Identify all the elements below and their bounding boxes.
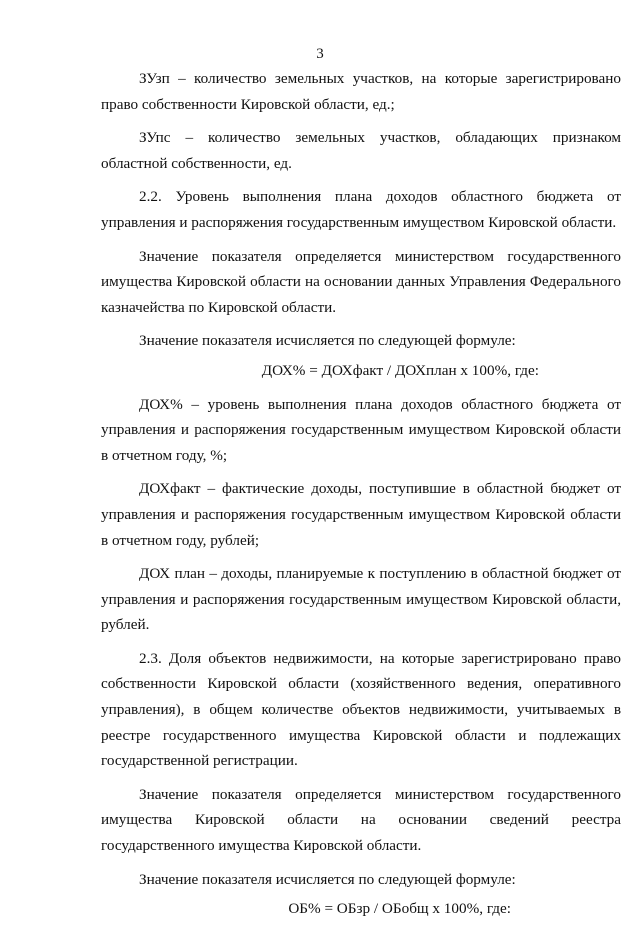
section-2-2-heading: 2.2. Уровень выполнения плана доходов областного бюджета от управления и распоряжения государственным имуществом Кировской области. — [101, 188, 621, 231]
definition-dox-plan: ДОХ план – доходы, планируемые к поступлению в областной бюджет от управления и распоряжения государственным имуществом Кировской области, рублей. — [101, 565, 621, 634]
page-number: 3 — [316, 46, 324, 62]
document-body — [101, 66, 621, 930]
indicator-source-paragraph: Значение показателя определяется министерством государственного имущества Кировской области на основании данных Управления Федерального казначейства по Кировской области. — [101, 247, 621, 316]
definition-zuzp: ЗУзп – количество земельных участков, на которые зарегистрировано право собственности Кировской области, ед.; — [101, 70, 621, 113]
definition-zups: ЗУпс – количество земельных участков, обладающих признаком областной собственности, ед. — [101, 129, 621, 172]
formula-dox: ДОХ% = ДОХфакт / ДОХплан х 100%, где: — [261, 361, 539, 379]
formula-ob: ОБ% = ОБзр / ОБобщ х 100%, где: — [288, 900, 511, 918]
formula-intro: Значение показателя исчисляется по следующей формуле: — [139, 332, 516, 350]
formula-intro-2: Значение показателя исчисляется по следующей формуле: — [139, 870, 516, 888]
section-2-3-heading: 2.3. Доля объектов недвижимости, на которые зарегистрировано право собственности Кировской области (хозяйственного ведения, оперативного управления), в общем количестве объектов недвижимости, учитываемых в реестре государственного имущества Кировской области и подлежащих государственной регистрации. — [101, 649, 621, 770]
indicator-registry-paragraph: Значение показателя определяется министерством государственного имущества Кировской области на основании сведений реестра государственного имущества Кировской области. — [101, 785, 621, 855]
definition-dox-fact: ДОХфакт – фактические доходы, поступившие в областной бюджет от управления и распоряжения государственным имуществом Кировской области в отчетном году, рублей; — [101, 480, 621, 549]
definition-dox-percent: ДОХ% – уровень выполнения плана доходов областного бюджета от управления и распоряжения государственным имуществом Кировской области в отчетном году, %; — [101, 395, 621, 464]
